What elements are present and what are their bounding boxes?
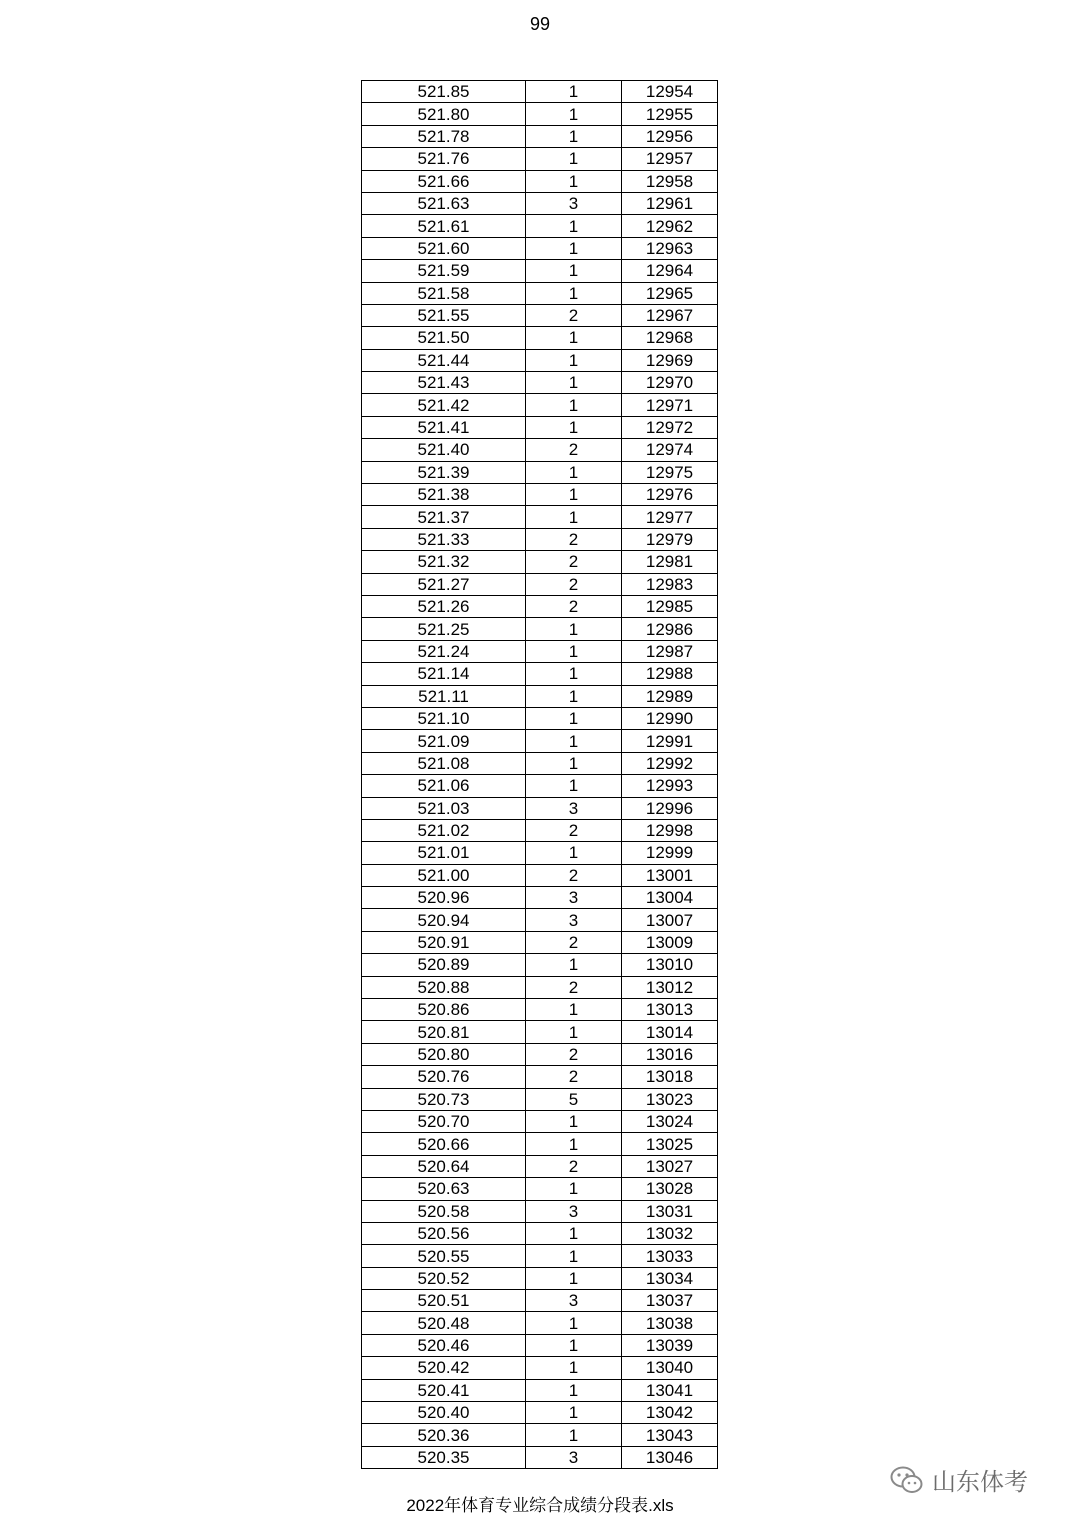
table-row [362,1290,718,1312]
count-cell: 1 [526,148,622,170]
count-cell: 1 [526,170,622,192]
table-row [362,1066,718,1088]
count-cell: 2 [526,573,622,595]
count-cell: 1 [526,506,622,528]
score-cell: 521.43 [362,372,526,394]
score-cell: 520.46 [362,1334,526,1356]
score-cell: 520.51 [362,1290,526,1312]
cumulative-cell: 12998 [622,819,718,841]
count-cell: 1 [526,1357,622,1379]
cumulative-cell: 13039 [622,1334,718,1356]
cumulative-cell: 12970 [622,372,718,394]
table-row [362,1446,718,1468]
cumulative-cell: 12956 [622,125,718,147]
cumulative-cell: 13043 [622,1424,718,1446]
table-row [362,775,718,797]
table-row [362,528,718,550]
table-row [362,1200,718,1222]
table-row [362,1088,718,1110]
score-cell: 521.27 [362,573,526,595]
score-cell: 521.39 [362,461,526,483]
table-row [362,506,718,528]
score-cell: 521.25 [362,618,526,640]
cumulative-cell: 12967 [622,304,718,326]
table-row [362,1424,718,1446]
cumulative-cell: 13012 [622,976,718,998]
table-row [362,81,718,103]
score-cell: 521.03 [362,797,526,819]
count-cell: 3 [526,797,622,819]
score-cell: 520.48 [362,1312,526,1334]
table-row [362,1357,718,1379]
table-row [362,819,718,841]
cumulative-cell: 13007 [622,909,718,931]
count-cell: 1 [526,685,622,707]
score-cell: 520.55 [362,1245,526,1267]
count-cell: 1 [526,1222,622,1244]
count-cell: 2 [526,864,622,886]
count-cell: 2 [526,976,622,998]
count-cell: 1 [526,775,622,797]
score-cell: 520.64 [362,1155,526,1177]
cumulative-cell: 12979 [622,528,718,550]
count-cell: 3 [526,1200,622,1222]
count-cell: 1 [526,1379,622,1401]
table-row [362,439,718,461]
cumulative-cell: 13009 [622,931,718,953]
table-row [362,461,718,483]
table-row [362,954,718,976]
score-cell: 521.14 [362,663,526,685]
count-cell: 2 [526,304,622,326]
score-cell: 520.56 [362,1222,526,1244]
count-cell: 1 [526,618,622,640]
table-row [362,909,718,931]
cumulative-cell: 12991 [622,730,718,752]
cumulative-cell: 12955 [622,103,718,125]
count-cell: 1 [526,1021,622,1043]
table-row [362,394,718,416]
cumulative-cell: 12971 [622,394,718,416]
score-cell: 520.80 [362,1043,526,1065]
cumulative-cell: 12975 [622,461,718,483]
score-cell: 521.78 [362,125,526,147]
cumulative-cell: 12974 [622,439,718,461]
wechat-watermark [890,1462,1028,1497]
table-row [362,1155,718,1177]
table-body [362,81,718,1469]
table-row [362,148,718,170]
table-row [362,842,718,864]
score-cell: 520.96 [362,887,526,909]
score-cell: 521.40 [362,439,526,461]
cumulative-cell: 12969 [622,349,718,371]
cumulative-cell: 13004 [622,887,718,909]
cumulative-cell: 12993 [622,775,718,797]
table-row [362,1133,718,1155]
count-cell: 1 [526,484,622,506]
score-cell: 520.40 [362,1402,526,1424]
table-row [362,237,718,259]
score-cell: 521.02 [362,819,526,841]
count-cell: 1 [526,394,622,416]
cumulative-cell: 12965 [622,282,718,304]
cumulative-cell: 12972 [622,416,718,438]
table-row [362,1178,718,1200]
score-cell: 521.55 [362,304,526,326]
cumulative-cell: 12981 [622,551,718,573]
score-cell: 520.76 [362,1066,526,1088]
score-cell: 520.91 [362,931,526,953]
table-row [362,573,718,595]
score-cell: 521.26 [362,595,526,617]
cumulative-cell: 13034 [622,1267,718,1289]
count-cell: 1 [526,1402,622,1424]
count-cell: 3 [526,1446,622,1468]
count-cell: 1 [526,663,622,685]
cumulative-cell: 12961 [622,192,718,214]
count-cell: 2 [526,528,622,550]
score-cell: 520.88 [362,976,526,998]
table-row [362,327,718,349]
score-cell: 521.33 [362,528,526,550]
count-cell: 1 [526,103,622,125]
cumulative-cell: 12957 [622,148,718,170]
score-distribution-table [361,80,718,1469]
document-footer: 2022年体育专业综合成绩分段表.xls [406,1496,674,1515]
score-cell: 521.38 [362,484,526,506]
score-cell: 520.94 [362,909,526,931]
count-cell: 3 [526,192,622,214]
table-row [362,192,718,214]
cumulative-cell: 12963 [622,237,718,259]
table-row [362,484,718,506]
cumulative-cell: 13014 [622,1021,718,1043]
cumulative-cell: 12983 [622,573,718,595]
cumulative-cell: 12968 [622,327,718,349]
table-row [362,304,718,326]
score-cell: 521.76 [362,148,526,170]
table-row [362,215,718,237]
cumulative-cell: 13025 [622,1133,718,1155]
score-cell: 520.42 [362,1357,526,1379]
cumulative-cell: 12986 [622,618,718,640]
score-cell: 520.58 [362,1200,526,1222]
table-row [362,103,718,125]
count-cell: 3 [526,909,622,931]
count-cell: 1 [526,260,622,282]
score-cell: 521.50 [362,327,526,349]
watermark-text: 山东体考 [932,1469,1028,1496]
page-number: 99 [529,14,551,34]
score-cell: 521.01 [362,842,526,864]
score-cell: 521.60 [362,237,526,259]
table-row [362,1402,718,1424]
table-row [362,1043,718,1065]
score-cell: 520.81 [362,1021,526,1043]
cumulative-cell: 12962 [622,215,718,237]
count-cell: 1 [526,1312,622,1334]
table-row [362,618,718,640]
cumulative-cell: 13028 [622,1178,718,1200]
table-row [362,1245,718,1267]
score-cell: 521.32 [362,551,526,573]
count-cell: 1 [526,999,622,1021]
cumulative-cell: 13024 [622,1110,718,1132]
count-cell: 1 [526,215,622,237]
cumulative-cell: 13027 [622,1155,718,1177]
table-row [362,797,718,819]
score-cell: 521.06 [362,775,526,797]
cumulative-cell: 13018 [622,1066,718,1088]
cumulative-cell: 12999 [622,842,718,864]
table-row [362,864,718,886]
count-cell: 1 [526,327,622,349]
table-row [362,551,718,573]
count-cell: 1 [526,1178,622,1200]
table-row [362,730,718,752]
table-row [362,416,718,438]
table-row [362,999,718,1021]
count-cell: 1 [526,282,622,304]
score-cell: 521.80 [362,103,526,125]
cumulative-cell: 13001 [622,864,718,886]
score-cell: 520.73 [362,1088,526,1110]
cumulative-cell: 13042 [622,1402,718,1424]
count-cell: 1 [526,81,622,103]
count-cell: 1 [526,1133,622,1155]
table-row [362,1110,718,1132]
score-cell: 521.37 [362,506,526,528]
cumulative-cell: 12958 [622,170,718,192]
score-cell: 520.41 [362,1379,526,1401]
table-row [362,707,718,729]
score-cell: 521.00 [362,864,526,886]
cumulative-cell: 13010 [622,954,718,976]
score-cell: 521.08 [362,752,526,774]
count-cell: 5 [526,1088,622,1110]
count-cell: 1 [526,461,622,483]
count-cell: 2 [526,819,622,841]
table-row [362,170,718,192]
score-cell: 521.24 [362,640,526,662]
score-cell: 520.66 [362,1133,526,1155]
score-cell: 521.41 [362,416,526,438]
cumulative-cell: 12996 [622,797,718,819]
count-cell: 1 [526,752,622,774]
score-cell: 521.11 [362,685,526,707]
wechat-icon [890,1465,924,1495]
table-row [362,349,718,371]
score-cell: 521.09 [362,730,526,752]
count-cell: 1 [526,1245,622,1267]
count-cell: 2 [526,439,622,461]
cumulative-cell: 12976 [622,484,718,506]
count-cell: 1 [526,707,622,729]
table-row [362,1021,718,1043]
count-cell: 1 [526,1110,622,1132]
cumulative-cell: 12964 [622,260,718,282]
score-cell: 520.35 [362,1446,526,1468]
score-cell: 521.61 [362,215,526,237]
table-row [362,1334,718,1356]
cumulative-cell: 12985 [622,595,718,617]
count-cell: 2 [526,931,622,953]
count-cell: 1 [526,372,622,394]
cumulative-cell: 13037 [622,1290,718,1312]
score-cell: 520.36 [362,1424,526,1446]
score-cell: 520.86 [362,999,526,1021]
table-row [362,282,718,304]
count-cell: 1 [526,640,622,662]
table-row [362,1222,718,1244]
count-cell: 2 [526,1066,622,1088]
cumulative-cell: 12987 [622,640,718,662]
count-cell: 1 [526,349,622,371]
count-cell: 1 [526,954,622,976]
score-cell: 521.10 [362,707,526,729]
cumulative-cell: 13033 [622,1245,718,1267]
score-cell: 521.63 [362,192,526,214]
score-cell: 520.89 [362,954,526,976]
table-row [362,1267,718,1289]
score-cell: 521.85 [362,81,526,103]
count-cell: 3 [526,1290,622,1312]
count-cell: 1 [526,730,622,752]
score-cell: 521.58 [362,282,526,304]
table-row [362,752,718,774]
cumulative-cell: 13041 [622,1379,718,1401]
table-row [362,640,718,662]
count-cell: 1 [526,125,622,147]
count-cell: 1 [526,842,622,864]
cumulative-cell: 13038 [622,1312,718,1334]
score-cell: 521.59 [362,260,526,282]
count-cell: 1 [526,1267,622,1289]
count-cell: 2 [526,1043,622,1065]
table-row [362,887,718,909]
cumulative-cell: 13013 [622,999,718,1021]
table-row [362,595,718,617]
cumulative-cell: 12989 [622,685,718,707]
count-cell: 1 [526,237,622,259]
table-row [362,260,718,282]
cumulative-cell: 12977 [622,506,718,528]
score-cell: 521.44 [362,349,526,371]
table-row [362,663,718,685]
count-cell: 1 [526,1424,622,1446]
cumulative-cell: 13040 [622,1357,718,1379]
cumulative-cell: 13046 [622,1446,718,1468]
count-cell: 2 [526,551,622,573]
count-cell: 2 [526,1155,622,1177]
count-cell: 2 [526,595,622,617]
cumulative-cell: 13023 [622,1088,718,1110]
score-cell: 520.63 [362,1178,526,1200]
score-cell: 521.42 [362,394,526,416]
table-row [362,1312,718,1334]
cumulative-cell: 12954 [622,81,718,103]
score-cell: 520.52 [362,1267,526,1289]
cumulative-cell: 12990 [622,707,718,729]
count-cell: 1 [526,416,622,438]
table-row [362,125,718,147]
score-cell: 520.70 [362,1110,526,1132]
table-row [362,976,718,998]
cumulative-cell: 12992 [622,752,718,774]
count-cell: 3 [526,887,622,909]
cumulative-cell: 12988 [622,663,718,685]
cumulative-cell: 13031 [622,1200,718,1222]
table-row [362,1379,718,1401]
score-cell: 521.66 [362,170,526,192]
cumulative-cell: 13016 [622,1043,718,1065]
count-cell: 1 [526,1334,622,1356]
cumulative-cell: 13032 [622,1222,718,1244]
table-row [362,372,718,394]
table-row [362,931,718,953]
table-row [362,685,718,707]
